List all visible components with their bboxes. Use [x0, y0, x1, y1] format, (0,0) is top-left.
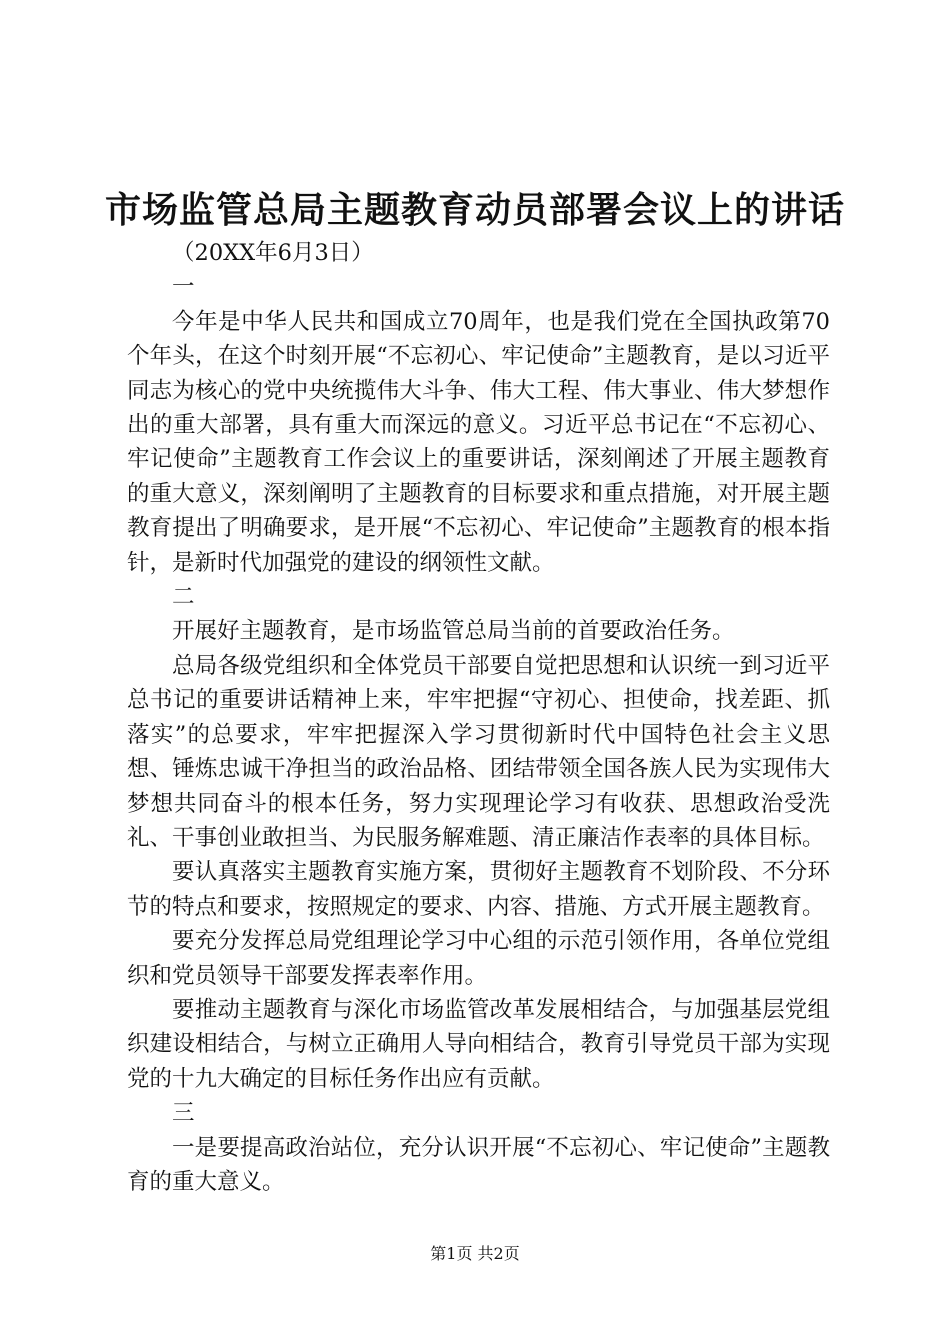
paragraph: 要认真落实主题教育实施方案，贯彻好主题教育不划阶段、不分环节的特点和要求，按照规定的要求、内容、措施、方式开展主题教育。 [127, 859, 830, 920]
section-heading-two: 二 [172, 584, 195, 611]
page-footer: 第1页 共2页 [430, 1244, 520, 1263]
section-heading-one: 一 [172, 274, 195, 301]
document-title: 市场监管总局主题教育动员部署会议上的讲话 [104, 189, 845, 231]
paragraph: 一是要提高政治站位，充分认识开展“不忘初心、牢记使命”主题教育的重大意义。 [127, 1134, 830, 1195]
paragraph: 今年是中华人民共和国成立70周年，也是我们党在全国执政第70个年头，在这个时刻开展“不忘初心、牢记使命”主题教育，是以习近平同志为核心的党中央统揽伟大斗争、伟大工程、伟大事业、伟大梦想作出的重大部署，具有重大而深远的意义。习近平总书记在“不忘初心、牢记使命”主题教育工作会议上的重要讲话，深刻阐述了开展主题教育的重大意义，深刻阐明了主题教育的目标要求和重点措施，对开展主题教育提出了明确要求，是开展“不忘初心、牢记使命”主题教育的根本指针，是新时代加强党的建设的纲领性文献。 [127, 308, 830, 576]
paragraph: 要推动主题教育与深化市场监管改革发展相结合，与加强基层党组织建设相结合，与树立正确用人导向相结合，教育引导党员干部为实现党的十九大确定的目标任务作出应有贡献。 [127, 996, 830, 1092]
paragraph: 要充分发挥总局党组理论学习中心组的示范引领作用，各单位党组织和党员领导干部要发挥表率作用。 [127, 928, 830, 989]
date-line: （20XX年6月3日） [172, 240, 374, 266]
section-heading-three: 三 [172, 1100, 195, 1127]
document-body [127, 236, 830, 1199]
paragraph: 总局各级党组织和全体党员干部要自觉把思想和认识统一到习近平总书记的重要讲话精神上来，牢牢把握“守初心、担使命，找差距、抓落实”的总要求，牢牢把握深入学习贯彻新时代中国特色社会主义思想、锤炼忠诚干净担当的政治品格、团结带领全国各族人民为实现伟大梦想共同奋斗的根本任务，努力实现理论学习有收获、思想政治受洗礼、干事创业敢担当、为民服务解难题、清正廉洁作表率的具体目标。 [127, 652, 830, 851]
paragraph: 开展好主题教育，是市场监管总局当前的首要政治任务。 [172, 618, 735, 645]
